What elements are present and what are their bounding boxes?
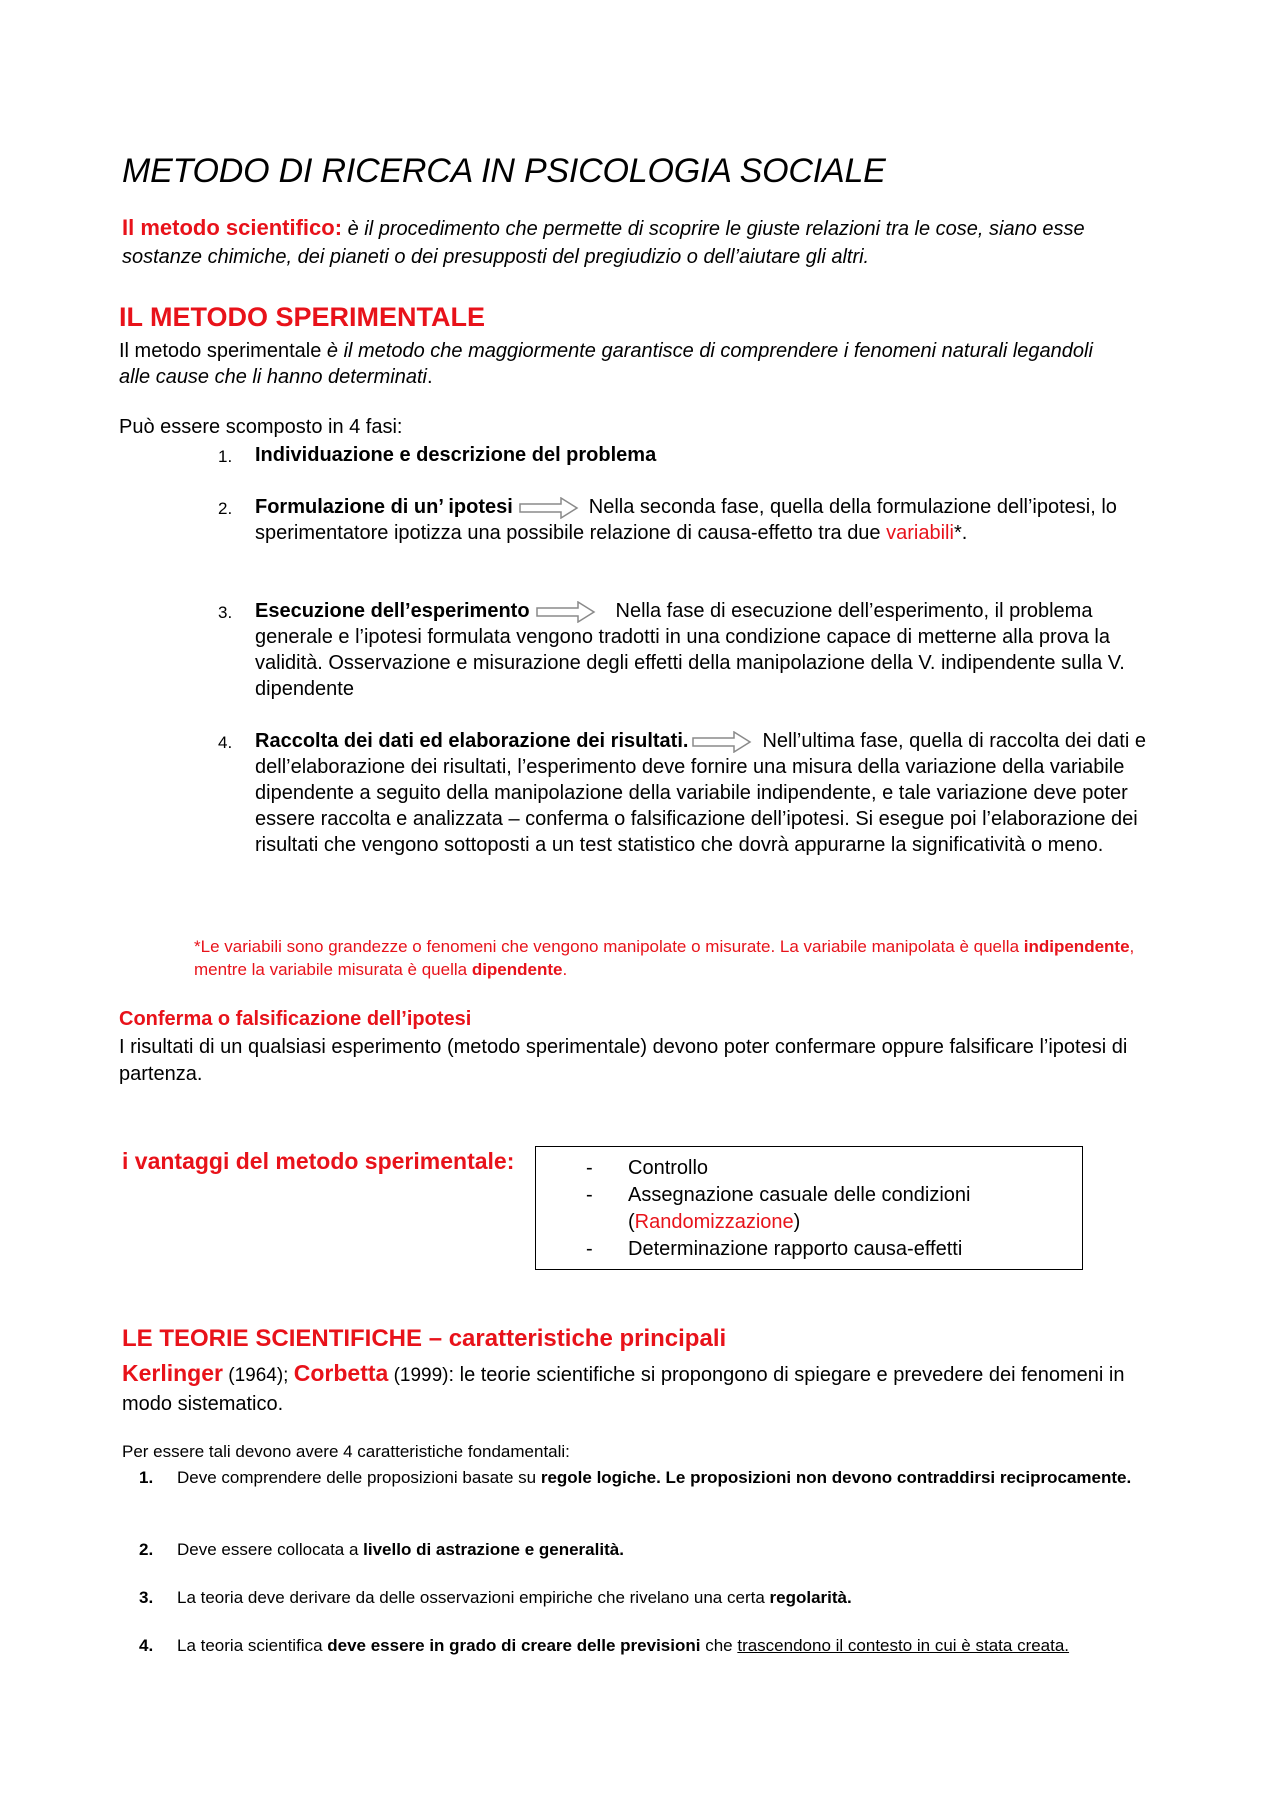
author-year: (1964);: [222, 1365, 294, 1386]
footnote-text: .: [562, 960, 568, 979]
dash-bullet: -: [586, 1157, 593, 1179]
author-corbetta: Corbetta: [293, 1360, 389, 1386]
phase-title: Esecuzione dell’esperimento: [255, 600, 530, 622]
characteristic-number: 2.: [139, 1540, 154, 1559]
phase-number: 1.: [218, 447, 233, 466]
author-year: (1999): [388, 1365, 449, 1386]
intro-lead: Il metodo scientifico:: [122, 215, 343, 240]
characteristic-emphasis: regole logiche. Le proposizioni non devono contraddirsi reciprocamente.: [540, 1468, 1132, 1487]
phase-text-tail: *.: [953, 522, 968, 544]
advantage-text: Determinazione rapporto causa-effetti: [628, 1238, 963, 1260]
phase-title: Individuazione e descrizione del problema: [255, 444, 657, 466]
dash-bullet: -: [586, 1184, 593, 1206]
phase-item: [218, 598, 1160, 702]
phase-item: [218, 494, 1160, 546]
characteristic-text: Deve essere collocata a: [177, 1540, 364, 1559]
right-arrow-icon: [519, 497, 579, 519]
phase-text: Nella seconda fase, quella della formulazione dell’ipotesi, lo sperimentatore ipotizza una possibile relazione di causa-effetto tra due: [255, 496, 1117, 544]
phase-title: Formulazione di un’ ipotesi: [255, 496, 513, 518]
advantage-text: ): [793, 1211, 801, 1233]
definition-prefix: Il metodo sperimentale: [119, 340, 327, 362]
footnote-independent: indipendente: [1023, 937, 1130, 956]
characteristic-text: Deve comprendere delle proposizioni basate su: [177, 1468, 541, 1487]
theories-heading: LE TEORIE SCIENTIFICHE – caratteristiche principali: [122, 1325, 727, 1352]
confirmation-text: I risultati di un qualsiasi esperimento (metodo sperimentale) devono poter confermare oppure falsificare l’ipotesi di partenza.: [119, 1036, 1128, 1085]
advantage-text: Controllo: [628, 1157, 709, 1179]
footnote-text: *Le variabili sono grandezze o fenomeni che vengono manipolate o misurate. La variabile manipolata è quella: [194, 937, 1024, 956]
characteristic-text: La teoria deve derivare da delle osservazioni empiriche che rivelano una certa: [177, 1588, 770, 1607]
characteristic-text: che: [700, 1636, 738, 1655]
phase-item: [218, 442, 1160, 468]
characteristic-underlined: trascendono il contesto in cui è stata creata.: [737, 1636, 1070, 1655]
characteristic-number: 3.: [139, 1588, 154, 1607]
author-kerlinger: Kerlinger: [122, 1360, 223, 1386]
phase-text: Nell’ultima fase, quella di raccolta dei dati e dell’elaborazione dei risultati, l’esperimento deve fornire una misura della variazione della variabile dipendente a seguito della manipolazione della variabile indipendente, e tale variazione deve poter essere raccolta e analizzata – conferma o falsificazione dell’ipotesi. Si esegue poi l’elaborazione dei risultati che vengono sottoposti a un test statistico che dovrà appurarne la significatività o meno.: [255, 730, 1146, 856]
phase-number: 2.: [218, 499, 233, 518]
footnote-dependent: dipendente: [471, 960, 563, 979]
characteristic-number: 4.: [139, 1636, 154, 1655]
phases-intro: Può essere scomposto in 4 fasi:: [119, 416, 403, 438]
phase-number: 4.: [218, 733, 233, 752]
characteristic-item: [139, 1538, 1147, 1562]
list-item: [586, 1155, 1082, 1182]
characteristic-emphasis: regolarità.: [769, 1588, 852, 1607]
confirmation-heading: Conferma o falsificazione dell’ipotesi: [119, 1008, 472, 1030]
intro-text: è il procedimento che permette di scoprire le giuste relazioni tra le cose, siano esse sostanze chimiche, dei pianeti o dei presupposti del pregiudizio o dell’aiutare gli altri.: [122, 218, 1085, 268]
dash-bullet: -: [586, 1238, 593, 1260]
characteristic-emphasis: deve essere in grado di creare delle previsioni: [327, 1636, 701, 1655]
advantages-box: [535, 1146, 1083, 1270]
characteristic-item: [139, 1586, 1147, 1610]
page-title: METODO DI RICERCA IN PSICOLOGIA SOCIALE: [122, 152, 886, 190]
advantages-heading: i vantaggi del metodo sperimentale:: [122, 1148, 515, 1174]
phase-number: 3.: [218, 603, 233, 622]
experimental-heading: IL METODO SPERIMENTALE: [119, 302, 486, 332]
characteristic-emphasis: livello di astrazione e generalità.: [363, 1540, 624, 1559]
list-item: [586, 1182, 1082, 1236]
advantages-list: [586, 1155, 1082, 1263]
experimental-definition: [119, 338, 1119, 390]
variables-term: variabili: [886, 522, 954, 544]
theories-text: : le teorie scientifiche si propongono di spiegare e prevedere dei fenomeni in modo sistematico.: [122, 1364, 1125, 1415]
characteristics-intro: Per essere tali devono avere 4 caratteristiche fondamentali:: [122, 1442, 570, 1461]
advantage-text: Assegnazione casuale delle condizioni (: [628, 1184, 971, 1233]
right-arrow-icon: [536, 601, 596, 623]
theories-definition: [122, 1359, 1132, 1418]
randomization-term: Randomizzazione: [634, 1211, 794, 1233]
phase-title: Raccolta dei dati ed elaborazione dei risultati.: [255, 730, 689, 752]
characteristic-number: 1.: [139, 1468, 154, 1487]
variables-footnote: [194, 935, 1154, 981]
list-item: [586, 1236, 1082, 1263]
footnote-text: , mentre la variabile misurata è quella: [194, 937, 1135, 979]
phase-item: [218, 728, 1160, 858]
definition-end: .: [426, 366, 433, 388]
phase-text: Nella fase di esecuzione dell’esperimento, il problema generale e l’ipotesi formulata vengono tradotti in una condizione capace di metterne alla prova la validità. Osservazione e misurazione degli effetti della manipolazione della V. indipendente sulla V. dipendente: [255, 600, 1125, 700]
characteristic-item: [139, 1466, 1147, 1490]
characteristic-text: La teoria scientifica: [177, 1636, 328, 1655]
right-arrow-icon: [692, 731, 752, 753]
intro-paragraph: [122, 214, 1122, 271]
definition-body: è il metodo che maggiormente garantisce di comprendere i fenomeni naturali legandoli alle cause che li hanno determinati: [119, 340, 1093, 388]
characteristic-item: [139, 1634, 1147, 1658]
